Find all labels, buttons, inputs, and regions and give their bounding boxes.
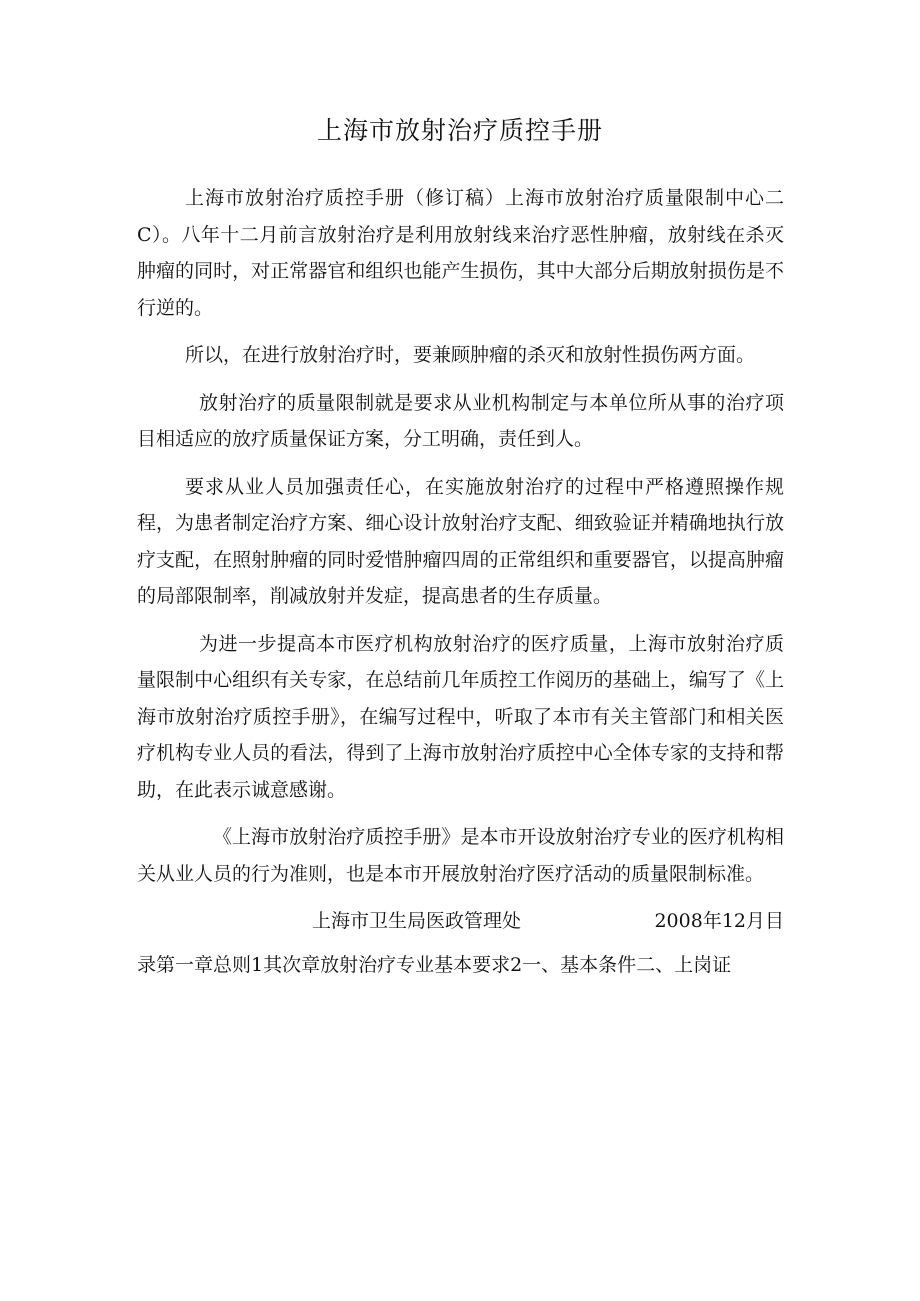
paragraph-staff-requirements: 要求从业人员加强责任心，在实施放射治疗的过程中严格遵照操作规程，为患者制定治疗方案、细心设计放射治疗支配、细致验证并精确地执行放疗支配，在照射肿瘤的同时爱惜肿瘤四周的正常组织和重要器官，以提高肿瘤的局部限制率，削减放射并发症，提高患者的生存质量。 [137,475,784,607]
paragraph-intro: 上海市放射治疗质控手册（修订稿）上海市放射治疗质量限制中心二C）。八年十二月前言放射治疗是利用放射线来治疗恶性肿瘤，放射线在杀灭肿瘤的同时，对正常器官和组织也能产生损伤，其中大部分后期放射损伤是不行逆的。 [137,187,784,319]
document-title: 上海市放射治疗质控手册 [316,116,603,145]
signature-organization: 上海市卫生局医政管理处 [312,910,522,932]
signature-date: 2008年12月目 [654,910,784,932]
paragraph-compilation: 为进一步提高本市医疗机构放射治疗的医疗质量，上海市放射治疗质量限制中心组织有关专家，在总结前几年质控工作阅历的基础上，编写了《上海市放射治疗质控手册》，在编写过程中，听取了本市有关主管部门和相关医疗机构专业人员的看法，得到了上海市放射治疗质控中心全体专家的支持和帮助，在此表示诚意感谢。 [137,632,784,801]
signature-line [137,903,784,939]
table-of-contents-line: 录第一章总则1其次章放射治疗专业基本要求2一、基本条件二、上岗证 [137,954,732,976]
document-body [137,180,784,984]
paragraph-therefore: 所以，在进行放射治疗时，要兼顾肿瘤的杀灭和放射性损伤两方面。 [185,344,756,366]
paragraph-standard: 《上海市放射治疗质控手册》是本市开设放射治疗专业的医疗机构相关从业人员的行为准则，也是本市开展放射治疗医疗活动的质量限制标准。 [137,826,784,885]
paragraph-quality-control: 放射治疗的质量限制就是要求从业机构制定与本单位所从事的治疗项目相适应的放疗质量保证方案，分工明确，责任到人。 [137,391,784,450]
